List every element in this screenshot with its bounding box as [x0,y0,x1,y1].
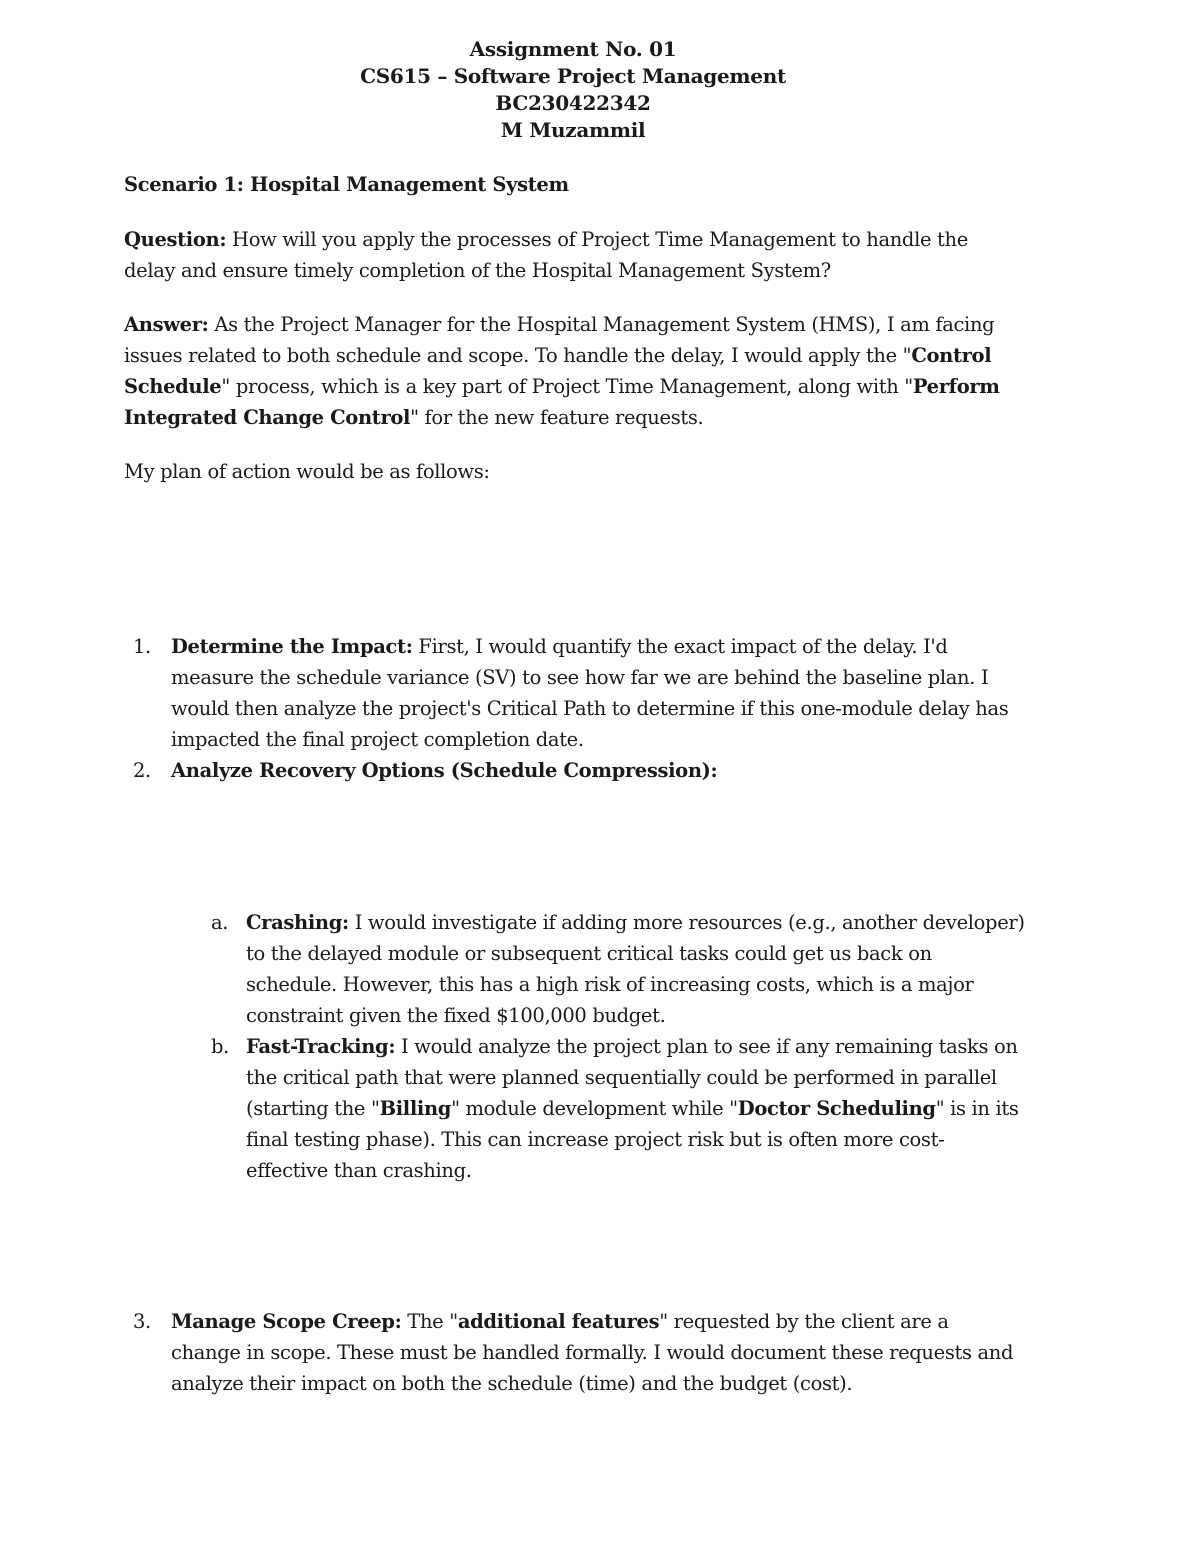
student-name: M Muzammil [500,118,646,142]
item-text-2: " module development while " [451,1097,738,1120]
student-id: BC230422342 [495,91,651,115]
item-bold-additional-features: additional features [457,1310,660,1333]
list-item-content [171,631,1021,755]
item-label: Fast-Tracking: [246,1035,396,1058]
item-text: First, I would quantify the exact impact of the delay. I'd measure the schedule variance (SV) to see how far we are behind the baseline plan. I would then analyze the project's Critical Path to determine if this one-module delay has impacted the final project completion date. [171,635,1009,751]
answer-bold-control-schedule: Control Schedule [124,344,992,398]
answer-text-1: As the Project Manager for the Hospital Management System (HMS), I am facing issues related to both schedule and scope. To handle the delay, I would apply the " [124,313,995,367]
course-title: CS615 – Software Project Management [360,64,786,88]
document-header [0,36,1146,144]
list-marker: 2. [133,759,151,782]
list-marker: 3. [133,1310,151,1333]
item-bold-billing: Billing [379,1097,452,1120]
answer-text-2: " process, which is a key part of Project Time Management, along with " [221,375,913,398]
list-marker: a. [211,911,229,934]
assignment-title: Assignment No. 01 [469,37,677,61]
item-text-2: " requested by the client are a change in scope. These must be handled formally. I would document these requests and analyze their impact on both the schedule (time) and the budget (cost). [171,1310,1014,1395]
answer-bold-change-control: Perform Integrated Change Control [124,375,1000,429]
plan-intro: My plan of action would be as follows: [124,460,490,483]
item-label: Crashing: [246,911,349,934]
scenario-heading: Scenario 1: Hospital Management System [124,173,569,196]
list-item-content [171,1306,1021,1399]
item-label: Determine the Impact: [171,635,413,658]
item-label: Manage Scope Creep: [171,1310,402,1333]
list-item-content [246,1031,1026,1186]
item-bold-doctor-scheduling: Doctor Scheduling [737,1097,936,1120]
item-text-1: I would analyze the project plan to see if any remaining tasks on the critical path that were planned sequentially could be performed in parallel (starting the " [246,1035,1018,1120]
list-item-content [171,755,1021,786]
answer-paragraph [124,309,1004,433]
item-label: Analyze Recovery Options (Schedule Compression): [171,759,718,782]
list-marker: 1. [133,635,151,658]
answer-label: Answer: [124,313,209,336]
question-text: How will you apply the processes of Project Time Management to handle the delay and ensure timely completion of the Hospital Management System? [124,228,968,282]
question-label: Question: [124,228,227,251]
item-text: I would investigate if adding more resources (e.g., another developer) to the delayed module or subsequent critical tasks could get us back on schedule. However, this has a high risk of increasing costs, which is a major constraint given the fixed $100,000 budget. [246,911,1025,1027]
item-text-3: " is in its final testing phase). This can increase project risk but is often more cost-effective than crashing. [246,1097,1019,1182]
list-item-content [246,907,1026,1031]
question-paragraph [124,224,1024,286]
answer-text-3: " for the new feature requests. [410,406,704,429]
list-marker: b. [211,1035,229,1058]
item-text-1: The " [401,1310,458,1333]
